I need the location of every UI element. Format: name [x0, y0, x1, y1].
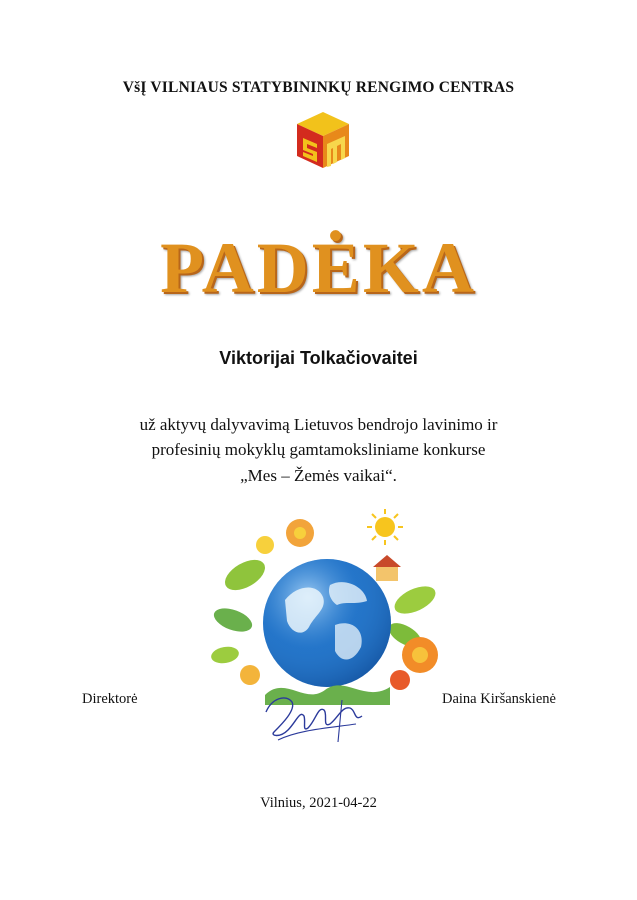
reason-text: [0, 412, 637, 462]
reason-line-2: profesinių mokyklų gamtamoksliniame konkurse: [151, 440, 486, 459]
organization-name: VšĮ VILNIAUS STATYBININKŲ RENGIMO CENTRAS: [122, 79, 515, 96]
recipient-name: Viktorijai Tolkačiovaitei: [219, 348, 418, 368]
reason-line-1: už aktyvų dalyvavimą Lietuvos bendrojo lavinimo ir: [139, 415, 498, 434]
vsrc-cube-logo-icon: [291, 108, 355, 172]
certificate-title: PADĖKA: [160, 228, 477, 308]
signer-name: Daina Kiršanskienė: [442, 691, 556, 707]
place-and-date: Vilnius, 2021-04-22: [260, 795, 377, 811]
signer-role: Direktorė: [82, 691, 138, 707]
contest-name: „Mes – Žemės vaikai“.: [240, 466, 397, 485]
handwritten-signature-icon: [258, 680, 373, 745]
